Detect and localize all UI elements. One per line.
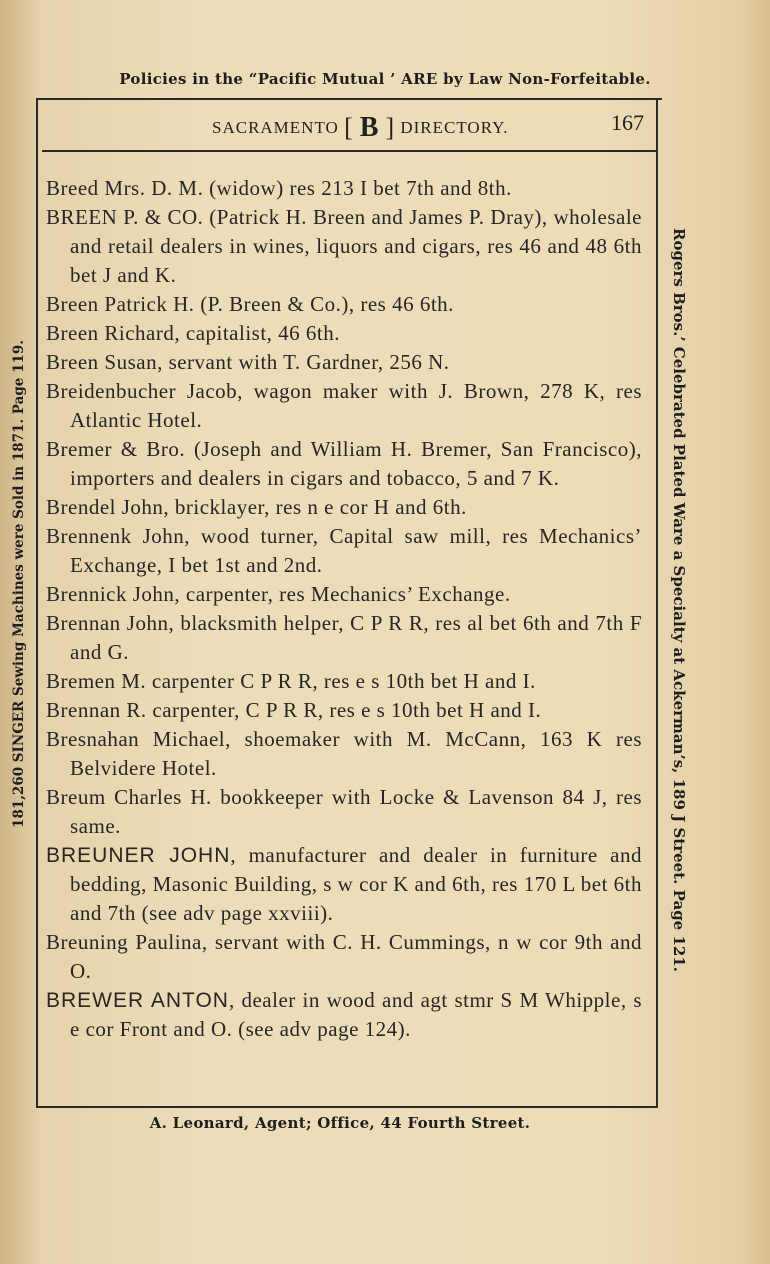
entry-brewer-name: BREWER ANTON <box>46 989 229 1012</box>
entry-breuner-text: , manufacturer and dealer in furniture and bedding, Masonic Building, s w cor K and 6th, res 170 L bet 6th and 7th (see adv page xxviii). <box>70 843 642 925</box>
entry-breidenbucher: Breidenbucher Jacob, wagon maker with J. Brown, 278 K, res Atlantic Hotel. <box>46 379 642 432</box>
bottom-advertisement: A. Leonard, Agent; Office, 44 Fourth Street. <box>149 1114 531 1132</box>
frame-left-rule <box>36 98 38 1108</box>
left-margin-advertisement: 181,260 SINGER Sewing Machines were Sold in 1871. Page 119. <box>11 340 27 828</box>
entry-brewer-text: , dealer in wood and agt stmr S M Whipple, s e cor Front and O. (see adv page 124). <box>70 988 642 1041</box>
entry-breen-patrick: Breen Patrick H. (P. Breen & Co.), res 46 6th. <box>46 292 454 316</box>
entry-breed: Breed Mrs. D. M. (widow) res 213 I bet 7th and 8th. <box>46 176 512 200</box>
entry-bremen: Bremen M. carpenter C P R R, res e s 10th bet H and I. <box>46 669 536 693</box>
bracket-open: [ <box>344 113 354 142</box>
bracket-close: ] <box>385 113 396 142</box>
entry-breen-susan: Breen Susan, servant with T. Gardner, 256 N. <box>46 350 450 374</box>
entry-bresnahan: Bresnahan Michael, shoemaker with M. McCann, 163 K res Belvidere Hotel. <box>46 727 642 780</box>
header-rule <box>42 150 656 152</box>
entry-breen-co: BREEN P. & CO. (Patrick H. Breen and James P. Dray), wholesale and retail dealers in wines, liquors and cigars, res 46 and 48 6th bet J and K. <box>46 205 642 287</box>
entry-breuning: Breuning Paulina, servant with C. H. Cummings, n w cor 9th and O. <box>46 930 642 983</box>
running-head <box>40 104 650 144</box>
directory-entries <box>46 174 642 1044</box>
top-advertisement: Policies in the “Pacific Mutual ’ ARE by Law Non-Forfeitable. <box>119 70 651 88</box>
entry-brendel: Brendel John, bricklayer, res n e cor H and 6th. <box>46 495 467 519</box>
entry-brewer <box>46 986 642 1044</box>
entry-breum: Breum Charles H. bookkeeper with Locke & Lavenson 84 J, res same. <box>46 785 642 838</box>
entry-brennan-r: Brennan R. carpenter, C P R R, res e s 10th bet H and I. <box>46 698 542 722</box>
frame-right-rule <box>656 100 658 1108</box>
running-head-city: SACRAMENTO <box>212 118 339 137</box>
frame-bottom-rule <box>36 1106 658 1108</box>
running-head-word: DIRECTORY. <box>400 118 509 137</box>
entry-brennenk: Brennenk John, wood turner, Capital saw mill, res Mechanics’ Exchange, I bet 1st and 2nd. <box>46 524 642 577</box>
right-margin-advertisement: Rogers Bros.’ Celebrated Plated Ware a Specialty at Ackerman’s, 189 J Street. Page 121. <box>670 228 688 972</box>
running-head-title <box>212 112 508 144</box>
frame-top-rule <box>36 98 662 100</box>
entry-breuner <box>46 841 642 928</box>
entry-bremer-bro: Bremer & Bro. (Joseph and William H. Bremer, San Francisco), importers and dealers in cigars and tobacco, 5 and 7 K. <box>46 437 642 490</box>
entry-brennan-john: Brennan John, blacksmith helper, C P R R, res al bet 6th and 7th F and G. <box>46 611 642 664</box>
section-letter: B <box>359 112 380 143</box>
page-number: 167 <box>611 110 644 135</box>
entry-breen-richard: Breen Richard, capitalist, 46 6th. <box>46 321 341 345</box>
entry-breuner-name: BREUNER JOHN <box>46 844 231 867</box>
entry-brennick: Brennick John, carpenter, res Mechanics’ Exchange. <box>46 582 511 606</box>
